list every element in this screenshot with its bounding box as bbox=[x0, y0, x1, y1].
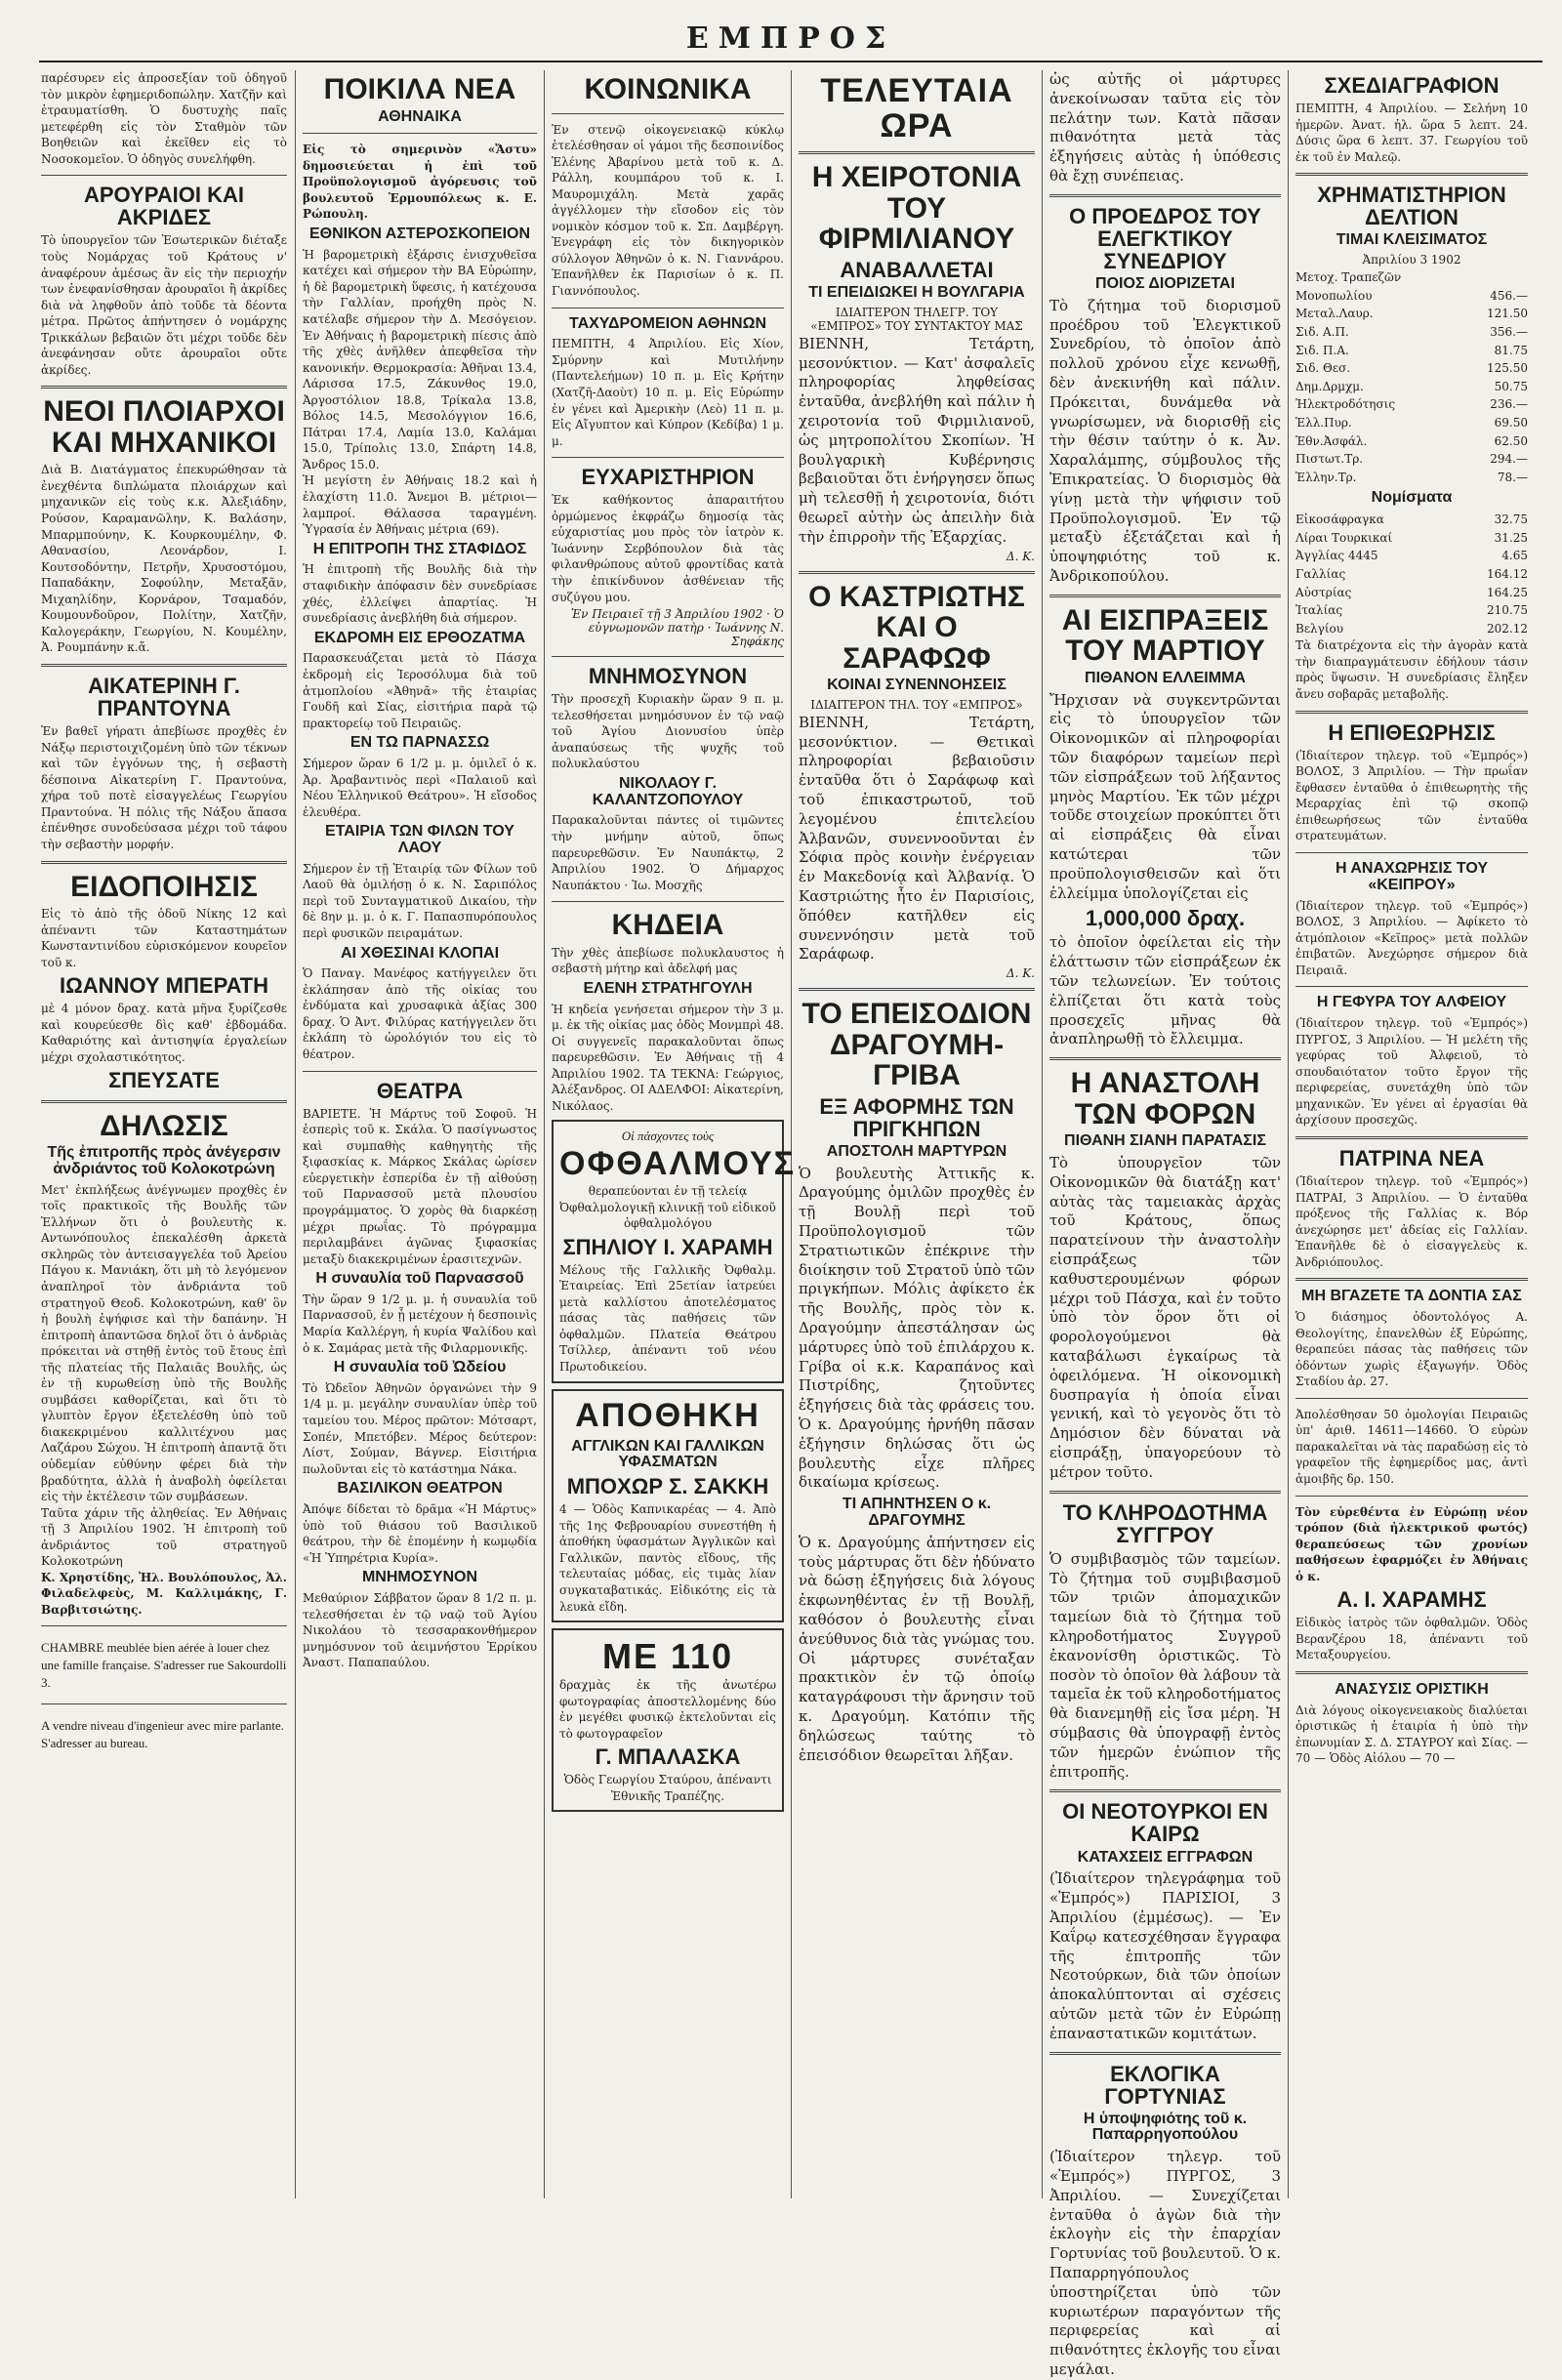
table-cell-label: Ἑλλ.Πυρ. bbox=[1295, 416, 1352, 431]
headline-dental-ad: ΜΗ ΒΓΑΖΕΤΕ ΤΑ ΔΟΝΤΙΑ ΣΑΣ bbox=[1301, 1288, 1522, 1305]
article-body: Ἡ κηδεία γενήσεται σήμερον τὴν 3 μ. μ. ἐκ τῆς οἰκίας μας ὁδὸς Μονμπρὶ 48. Οἱ συγγενεῖς παρακαλοῦνται ὅπως παρευρεθῶσιν. Ἐν Ἀθήναις τῇ 4 Ἀπριλίου 1902. ΤΑ ΤΕΚΝΑ: Γεώργιος, Ἀλέξανδρος. ΟΙ ΑΔΕΛΦΟΙ: Αἰκατερίνη, Νικόλαος. bbox=[552, 1002, 784, 1113]
headline-declaration: ΔΗΛΩΣΙΣ bbox=[100, 1109, 228, 1142]
headline-firmilianos: Η ΧΕΙΡΟΤΟΝΙΑ ΤΟΥ ΦΙΡΜΙΛΙΑΝΟΥ bbox=[811, 161, 1022, 256]
subheadline: ΠΙΘΑΝΟΝ ΕΛΛΕΙΜΜΑ bbox=[1085, 669, 1246, 686]
article-body: (Ἰδιαίτερον τηλεγρ. τοῦ «Ἐμπρός») ΒΟΛΟΣ, 3 Ἀπριλίου. — Ἀφίκετο τὸ ἀτμόπλοιον «Κεῖπρος» μετὰ πολλῶν ἐπιβατῶν. Ἀνεχώρησε σήμερον διὰ Πειραιᾶ. bbox=[1295, 898, 1528, 977]
column-4 bbox=[799, 70, 1035, 2198]
table-row bbox=[1295, 529, 1528, 548]
article-body: Ἐκ καθήκοντος ἀπαραιτήτου ὀρμώμενος ἐκφράζω δημοσίᾳ τὰς εὐχαριστίας μου πρὸς τὸν ἰατρὸν κ. Ἰωάννην Σερβόπουλον διὰ τὰς φιλανθρώπους αὐτοῦ φροντίδας κατὰ τὴν ἐπικίνδυνον ἀσθένειαν τῆς συζύγου μου. bbox=[552, 493, 784, 604]
ad-text: Οἱ πάσχοντες τοὺς bbox=[621, 1128, 715, 1144]
headline-stock-exchange: ΧΡΗΜΑΤΙΣΤΗΡΙΟΝ ΔΕΛΤΙΟΝ bbox=[1317, 183, 1506, 230]
masthead-rule bbox=[39, 61, 1542, 62]
subheadline: ΤΙ ΕΠΕΙΔΙΩΚΕΙ Η ΒΟΥΛΓΑΡΙΑ bbox=[808, 283, 1025, 301]
french-ad-room: CHAMBRE meublée bien aérée à louer chez une famille française. S'adresser rue Sakourdolli 3. bbox=[41, 1640, 287, 1690]
subheadline: ΑΠΟΣΤΟΛΗ ΜΑΡΤΥΡΩΝ bbox=[826, 1142, 1007, 1160]
article-body: Ἐν στενῷ οἰκογενειακῷ κύκλῳ ἐτελέσθησαν οἱ γάμοι τῆς δεσποινίδος Ἑλένης Ἀβαρίνου μετὰ τοῦ κ. Δ. Ράλλη, κουμπάρου τοῦ κ. Ι. Μαυρομιχάλη. Μετὰ χαρᾶς ἀγγέλλομεν τὴν εἴσοδον εἰς τὸν νομικὸν κόσμον τοῦ κ. Σπ. Δαμβέργη. Ἐνεγράφη εἰς τὸν δικηγορικὸν σύλλογον Ἀθηνῶν ὁ κ. Ν. Γιαννάρου. Ἐπανῆλθεν ἐκ Παρισίων ὁ κ. Π. Γιαννόπουλος. bbox=[552, 122, 784, 298]
subheadline: ΑΝΑΒΑΛΛΕΤΑΙ bbox=[840, 257, 994, 282]
column-divider bbox=[1042, 70, 1043, 2198]
table-cell-value: 456.— bbox=[1490, 288, 1528, 303]
section-banner-last-hour: ΤΕΛΕΥΤΑΙΑ ΩΡΑ bbox=[820, 72, 1013, 144]
table-cell-value: 69.50 bbox=[1494, 416, 1528, 431]
signature: Δ. Κ. bbox=[1006, 966, 1035, 981]
table-row bbox=[1295, 601, 1528, 620]
ad-call-to-action: ΣΠΕΥΣΑΤΕ bbox=[108, 1068, 220, 1093]
notice-lost-bonds: Ἀπολέσθησαν 50 ὁμολογίαι Πειραιῶς ὑπ' ἀριθ. 14611—14660. Ὁ εὑρὼν παρακαλεῖται νὰ τὰς παραδώσῃ εἰς τὸ γραφεῖον τῆς ἐφημερίδος μας, ἀντὶ ἀμοιβῆς δρ. 150. bbox=[1295, 1407, 1528, 1486]
section-subtitle-athens: ΑΘΗΝΑΙΚΑ bbox=[378, 107, 462, 125]
column-6 bbox=[1295, 70, 1528, 2198]
dateline: ΙΔΙΑΙΤΕΡΟΝ ΤΗΛ. ΤΟΥ «ΕΜΠΡΟΣ» bbox=[810, 697, 1023, 712]
ad-address: Ὁδὸς Γεωργίου Σταύρου, ἀπέναντι Ἐθνικῆς Τραπέζης. bbox=[563, 1773, 772, 1803]
ad-body: Εἰς τὸ ἀπὸ τῆς ὁδοῦ Νίκης 12 καὶ ἀπέναντι τῶν Καταστημάτων Κωνσταντινίδου εὑρισκόμενον κουρεῖον τοῦ κ. bbox=[41, 907, 287, 969]
article-continuation: ὡς αὐτῆς οἱ μάρτυρες ἀνεκοίνωσαν ταῦτα εἰς τὸν πελάτην των. Κατὰ πᾶσαν πιθανότητα μετὰ τὰς ἐξηγήσεις αὐτὰς ἡ ὑπόθεσις θὰ ἔχῃ συνέπειας. bbox=[1049, 70, 1281, 185]
table-row bbox=[1295, 450, 1528, 469]
notice-body: Διὰ λόγους οἰκογενειακοὺς διαλύεται ὁριστικῶς ἡ ἑταιρία ἡ ὑπὸ τὴν ἐπωνυμίαν Σ. Δ. ΣΤΑΥΡΟΥ καὶ Σίας. — 70 — Ὁδὸς Αἰόλου — 70 — bbox=[1295, 1703, 1528, 1766]
table-row bbox=[1295, 395, 1528, 414]
article-body: (Ἰδιαίτερον τηλεγρ. τοῦ «Ἐμπρός») ΠΥΡΓΟΣ, 3 Ἀπριλίου. — Συνεχίζεται ἐνταῦθα ὁ ἀγὼν διὰ τὴν ἐκλογὴν εἰς τὴν ἐπαρχίαν Γορτυνίας τοῦ βουλευτοῦ. Ὁ κ. Παπαρρηγόπουλος ὑποστηρίζεται ὑπὸ τῶν κυριωτέρων παραγόντων τῆς περιφερείας καὶ αἱ πιθανότητες ἐκλογῆς του εἶναι μεγάλαι. bbox=[1049, 2148, 1281, 2379]
table-cell-value: 356.— bbox=[1490, 325, 1528, 340]
table-cell-label: Δημ.Δρμχμ. bbox=[1295, 379, 1364, 393]
table-cell-value: 210.75 bbox=[1487, 603, 1528, 618]
ad-headline: ΑΠΟΘΗΚΗ bbox=[575, 1396, 760, 1434]
table-cell-label: Ἑλλην.Τρ. bbox=[1295, 470, 1357, 484]
table-cell-value: 164.25 bbox=[1487, 585, 1528, 599]
table-cell-value: 121.50 bbox=[1487, 307, 1528, 321]
article-body: Ἡ μεγίστη ἐν Ἀθήναις 18.2 καὶ ἡ ἐλαχίστη 11.0. Ἄνεμοι Β. μέτριοι—λαμπροί. Θάλασσα ταραγμένη. Ὑγρασία ἐν Ἀθήναις μέτρια (69). bbox=[303, 473, 537, 537]
table-row bbox=[1295, 359, 1528, 378]
ad-text: 4 — Ὁδὸς Καπνικαρέας — 4. Ἀπὸ τῆς 1ης Φεβρουαρίου συνεστήθη ἡ ἀποθήκη ὑφασμάτων Ἀγγλικῶν καὶ Γαλλικῶν, παντὸς εἴδους, τῆς τελευταίας μόδας, εἰς τιμὰς λίαν συγκαταβατικάς. Εἰδικότης εἰς τὰ λευκὰ εἴδη. bbox=[559, 1502, 776, 1614]
table-cell-value: 4.65 bbox=[1501, 549, 1528, 563]
column-divider bbox=[544, 70, 545, 2198]
table-row bbox=[1295, 342, 1528, 360]
table-cell-value: 236.— bbox=[1490, 397, 1528, 412]
table-row bbox=[1295, 378, 1528, 396]
article-body: ΠΕΜΠΤΗ, 4 Ἀπριλίου. Εἰς Χίον, Σμύρνην καὶ Μυτιλήνην (Παντελεήμων) 10 π. μ. Εἰς Κρήτην (Χατζῆ-Δαοὺτ) 10 π. μ. Εἰς Εὐρώπην ἐν γένει καὶ Ἀμερικὴν (Λεὸ) 11 π. μ. Εἰς Αἴγυπτον καὶ Κύπρον (Κεδίβα) 1 μ. μ. bbox=[552, 337, 784, 448]
headline-dragoumis-grivas: ΤΟ ΕΠΕΙΣΟΔΙΟΝ ΔΡΑΓΟΥΜΗ-ΓΡΙΒΑ bbox=[802, 998, 1032, 1092]
article-body: Ἤρχισαν νὰ συγκεντρῶνται εἰς τὸ ὑπουργεῖον τῶν Οἰκονομικῶν αἱ πληροφορίαι τῶν διαφόρων ταμείων περὶ τῶν εἰσπράξεων τοῦ λήξαντος μηνὸς Μαρτίου. Ἐκ τῶν μέχρι τοῦδε στοιχείων προκύπτει ὅτι αἱ εἰσπράξεις θὰ εἶναι κατώτεραι τῶν προϋπολογισθεισῶν καὶ ὅτι ἐλλείμμα ὑπολογίζεται εἰς bbox=[1049, 690, 1281, 902]
article-body: Μετ' ἐκπλήξεως ἀνέγνωμεν προχθὲς ἐν τοῖς πρακτικοῖς τῆς Βουλῆς τῶν Ἑλλήνων ὅτι ὁ βουλευτὴς κ. Αντωνόπουλος ἐπεκαλέσθη ἀρκετὰ σκληρῶς τὸν ἀντεισαγγελέα τοῦ Ἀρείου Πάγου κ. Μανιάκη, ὅτι μὴ τὸ λεγόμενον ἀναπληροῖ τὸν ἀνδριάντα τοῦ στρατηγοῦ Θεοδ. Κολοκοτρώνη, καθ' ὃν ἡ βουλὴ ἐψήφισε καὶ τὴν δαπάνην. Ἡ ἐπιτροπὴ ἀπαντῶσα δηλοῖ ὅτι ὁ ἀνδριὰς πρόκειται νὰ στηθῇ ἐντὸς τοῦ ἔτους ἐπὶ τῆς πλατείας τῆς Παλαιᾶς Βουλῆς, ὡς ἐν τῇ κυρωθείσῃ ὑπὸ τῆς Βουλῆς συμβάσει καθορίζεται, καὶ ὅτι τὸ γλυπτὸν ἔργον ἐξετελέσθη ὑπὸ τοῦ διακεκριμένου καλλιτέχνου μας Λαζάρου Σώχου. Ἡ ἐπιτροπὴ ἀπαντᾷ ὅτι οὐδεμίαν εὐθύνην φέρει διὰ τὴν βραδύτητα, ἀλλὰ ἡ ἀναβολὴ ὀφείλεται εἰς τὴν ἐκτέλεσιν τῶν συμβάσεων. bbox=[41, 1182, 287, 1504]
table-cell-label: Αὐστρίας bbox=[1295, 585, 1352, 599]
column-5 bbox=[1049, 70, 1281, 2379]
masthead bbox=[39, 21, 1542, 64]
column-divider bbox=[295, 70, 296, 2198]
deficit-amount: 1,000,000 δραχ. bbox=[1085, 906, 1246, 931]
ad-text: θεραπεύονται ἐν τῇ τελείᾳ Ὀφθαλμολογικῇ κλινικῇ τοῦ εἰδικοῦ ὀφθαλμολόγου bbox=[559, 1183, 776, 1231]
headline-thanks: ΕΥΧΑΡΙΣΤΗΡΙΟΝ bbox=[581, 465, 755, 490]
table-cell-label: Λίραι Τουρκικαί bbox=[1295, 530, 1393, 545]
subheadline: ΠΙΘΑΝΗ ΣΙΑΝΗ ΠΑΡΑΤΑΣΙΣ bbox=[1064, 1132, 1266, 1150]
article-continuation: παρέσυρεν εἰς ἀπροσεξίαν τοῦ ὁδηγοῦ τὸν μικρὸν ἐφημεριδοπώλην. Χατζῆν καὶ ἐτραυματίσθη. Ὁ δυστυχὴς παῖς μετεφέρθη εἰς τὸν Σταθμὸν τῶν Βοηθειῶν καὶ ἐκεῖθεν εἰς τὸ Νοσοκομεῖον. Ὁ ὁδηγὸς συνελήφθη. bbox=[41, 71, 287, 166]
headline-tax-suspension: Η ΑΝΑΣΤΟΛΗ ΤΩΝ ΦΟΡΩΝ bbox=[1070, 1067, 1260, 1130]
headline-theatres: ΘΕΑΤΡΑ bbox=[376, 1078, 464, 1103]
table-cell-value: 32.75 bbox=[1494, 513, 1528, 527]
table-cell-value: 164.12 bbox=[1487, 566, 1528, 581]
section-title-various-news: ΠΟΙΚΙΛΑ ΝΕΑ bbox=[323, 73, 516, 105]
table-row bbox=[1295, 511, 1528, 529]
table-row bbox=[1295, 469, 1528, 487]
headline-obituary-prantouna: ΑΙΚΑΤΕΡΙΝΗ Γ. ΠΡΑΝΤΟΥΝΑ bbox=[88, 673, 240, 721]
table-row bbox=[1295, 432, 1528, 451]
ad-body: Τὸν εὑρεθέντα ἐν Εὐρώπῃ νέον τρόπον (διὰ ἠλεκτρικοῦ φωτός) θεραπεύσεως τῶν χρονίων παθήσεων ἐφαρμόζει ἐν Ἀθήναις ὁ κ. bbox=[1295, 1504, 1528, 1583]
table-row bbox=[1295, 268, 1528, 287]
signature: Ἐν Πειραιεῖ τῇ 3 Ἀπριλίου 1902 · Ὁ εὐγνωμονῶν πατὴρ · Ἰωάννης Ν. Σηφάκης bbox=[570, 607, 784, 649]
article-body: Τὴν χθὲς ἀπεβίωσε πολυκλαυστος ἡ σεβαστὴ μήτηρ καὶ ἀδελφή μας bbox=[552, 945, 784, 976]
table-cell-label: Πιστωτ.Τρ. bbox=[1295, 452, 1364, 467]
article-body: Τὸ ζήτημα τοῦ διορισμοῦ προέδρου τοῦ Ἐλεγκτικοῦ Συνεδρίου, τὸ ὁποῖον ἀπὸ πολλοῦ χρόνου εἶχε κενωθῇ, δὲν ἀνεκινήθη καὶ πάλιν. Πρόκειται, δυνάμεθα νὰ γνωρίσωμεν, νὰ διορισθῇ εἰς τὴν θέσιν ταύτην ὁ κ. Ἀν. Χαραλάμπης, σύμβουλος τῆς Ἐπικρατείας. Ὁ διορισμὸς θὰ γίνῃ μετὰ τὴν ψήφισιν τοῦ Προϋπολογισμοῦ. Ἐν τῷ μεταξὺ ἐξετάζεται καὶ ἡ ὑποψηφιότης τοῦ κ. Ἀνδρικοπούλου. bbox=[1049, 296, 1281, 586]
ad-doctor-name: Α. Ι. ΧΑΡΑΜΗΣ bbox=[1336, 1587, 1487, 1613]
table-cell-label: Σιδ. Θεσ. bbox=[1295, 361, 1351, 376]
article-closing: Ταῦτα χάριν τῆς ἀληθείας. Ἐν Ἀθήναις τῇ 3 Ἀπριλίου 1902. Ἡ ἐπιτροπὴ τοῦ ἀνδριάντος τοῦ στρατηγοῦ Κολοκοτρώνη bbox=[41, 1505, 287, 1569]
table-row bbox=[1295, 323, 1528, 342]
column-divider bbox=[791, 70, 792, 2198]
currency-table bbox=[1295, 511, 1528, 637]
headline-memorial: ΜΝΗΜΟΣΥΝΟΝ bbox=[361, 1569, 478, 1586]
headline-raisin-committee: Η ΕΠΙΤΡΟΠΗ ΤΗΣ ΣΤΑΦΙΔΟΣ bbox=[312, 540, 527, 557]
table-cell-label: Ἠλεκτροδότησις bbox=[1295, 397, 1396, 412]
headline-young-turks: ΟΙ ΝΕΟΤΟΥΡΚΟΙ ΕΝ ΚΑΙΡΩ bbox=[1062, 1799, 1268, 1847]
ad-subheadline: ΑΓΓΛΙΚΩΝ ΚΑΙ ΓΑΛΛΙΚΩΝ ΥΦΑΣΜΑΤΩΝ bbox=[571, 1437, 764, 1471]
ad-text: Μέλους τῆς Γαλλικῆς Ὀφθαλμ. Ἑταιρείας. Ἐπὶ 25ετίαν ἰατρεύει μετὰ καλλίστου ἀποτελέσματος πάσας τὰς παθήσεις τῶν ὀφθαλμῶν. Πλατεία Θεάτρου Τσίλλερ, ἀπέναντι τοῦ νέου Πρωτοδικείου. bbox=[559, 1262, 776, 1374]
ad-merchant-name: ΜΠΟΧΩΡ Σ. ΣΑΚΚΗ bbox=[566, 1474, 769, 1499]
headline-memorial: ΜΝΗΜΟΣΥΝΟΝ bbox=[588, 664, 748, 689]
table-cell-value: 31.25 bbox=[1494, 530, 1528, 545]
ad-headline: ΜΕ 110 bbox=[601, 1636, 734, 1677]
table-cell-label: Ἐθν.Ἀσφάλ. bbox=[1295, 433, 1368, 448]
article-body: ΒΙΕΝΝΗ, Τετάρτη, μεσονύκτιον. — Θετικαὶ πληροφορίαι βεβαιοῦσιν ἐνταῦθα ὅτι ὁ Σαράφωφ καὶ τοῦ ἐπικαστρωτοῦ, τοῦ λεγομένου ἐπιτελείου Ἀλβανῶν, συνεννοοῦνται ἐν Σόφια πρὸς κοινὴν ἐνέργειαν ἐν Μακεδονίᾳ καὶ Ἀλβανίᾳ. Ὁ Καστριώτης ἦτο ἐν Παρισίοις, ὅπόθεν κατῆλθεν εἰς συνεννόησιν μετὰ τοῦ Σαράφωφ. bbox=[799, 713, 1035, 964]
headline-kastriotis-sarafof: Ο ΚΑΣΤΡΙΩΤΗΣ ΚΑΙ Ο ΣΑΡΑΦΩΦ bbox=[808, 580, 1025, 675]
article-body: Ὁ Παναγ. Μανέφος κατήγγειλεν ὅτι ἐκλάπησαν ἀπὸ τῆς οἰκίας του ἐνδύματα καὶ χρυσαφικὰ ἀξίας 300 δραχ. Ὁ Ἀντ. Φιλύρας κατήγγειλεν ὅτι ἐκλάπη τὸ ὡρολόγιόν του εἰς τὸ θέατρον. bbox=[303, 966, 537, 1062]
table-cell-label: Ἀγγλίας 4445 bbox=[1295, 549, 1378, 563]
headline-concert-parnassos: Η συναυλία τοῦ Παρνασσοῦ bbox=[315, 1270, 524, 1288]
article-body: Τὸ Ὠδεῖον Ἀθηνῶν ὀργανώνει τὴν 9 1/4 μ. μ. μεγάλην συναυλίαν ὑπὲρ τοῦ ταμείου του. Μέρος πρῶτον: Μότσαρτ, Σοπέν, Μπετόβεν. Μέρος δεύτερον: Λίστ, Σούμαν, Βάγνερ. Εἰσιτήρια πωλοῦνται εἰς τὸ κατάστημα Νάκα. bbox=[303, 1380, 537, 1476]
table-row bbox=[1295, 565, 1528, 584]
article-body: Τὸ ὑπουργεῖον τῶν Ἐσωτερικῶν διέταξε τοὺς Νομάρχας τοῦ Κράτους ν' ἀναφέρουν ἀμέσως ἂν εἰς τὴν περιοχήν των ἐνεφανίσθησαν ἀρουραῖοι ἢ ἀκρίδες διὰ νὰ ληφθοῦν ἀπὸ τοῦδε τὰ δέοντα μέτρα. Πρῶτος ἀπήντησεν ὁ νομάρχης Τρικκάλων βεβαιῶν ὅτι μέχρι τοῦδε δὲν ἀνεφάνησαν οὔτε ἀρουραῖοι οὔτε ἀκρίδες. bbox=[41, 233, 287, 377]
headline-calendar: ΣΧΕΔΙΑΓΡΑΦΙΟΝ bbox=[1324, 73, 1500, 98]
table-cell-value: 50.75 bbox=[1494, 379, 1528, 393]
headline-dissolution: ΑΝΑΣΥΣΙΣ ΟΡΙΣΤΙΚΗ bbox=[1335, 1680, 1489, 1698]
newspaper-name: ΕΜΠΡΟΣ bbox=[685, 21, 896, 56]
stock-price-table bbox=[1295, 268, 1528, 486]
subheadline: Τῆς ἐπιτροπῆς πρὸς ἀνέγερσιν ἀνδριάντος τοῦ Κολοκοτρώνη bbox=[47, 1144, 281, 1177]
table-row bbox=[1295, 414, 1528, 432]
table-cell-label: Σιδ. Α.Π. bbox=[1295, 325, 1349, 340]
article-body: (Ἰδιαίτερον τηλεγρ. τοῦ «Ἐμπρός») ΠΑΤΡΑΙ, 3 Ἀπριλίου. — Ὁ ἐνταῦθα πρόξενος τῆς Γαλλίας κ. Βόρ ἀνεχώρησε μετ' ἀδείας εἰς Γαλλίαν. Ἐπανῆλθε δὲ ὁ εἰσαγγελεὺς κ. Ἀνδριόπουλος. bbox=[1295, 1173, 1528, 1269]
ad-body: Εἰδικὸς ἰατρὸς τῶν ὀφθαλμῶν. Ὁδὸς Βερανζέρου 18, ἀπέναντι τοῦ Μεταξουργείου. bbox=[1295, 1616, 1528, 1662]
dateline: ΙΔΙΑΙΤΕΡΟΝ ΤΗΛΕΓΡ. ΤΟΥ «ΕΜΠΡΟΣ» ΤΟΥ ΣΥΝΤΑΚΤΟΥ ΜΑΣ bbox=[810, 305, 1023, 333]
article-body: (Ἰδιαίτερον τηλεγράφημα τοῦ «Ἐμπρός») ΠΑΡΙΣΙΟΙ, 3 Ἀπριλίου (ἐμμέσως). — Ἐν Καΐρῳ κατεσχέθησαν ἔγγραφα τῆς ἐπιτροπῆς τῶν Νεοτούρκων, διὰ τῶν ὁποίων ἀποκαλύπτονται αἱ σχέσεις αὐτῶν μετὰ τῶν ἐν Εὐρώπῃ ἐπαναστατικῶν κομιτάτων. bbox=[1049, 1869, 1281, 2042]
article-body: (Ἰδιαίτερον τηλεγρ. τοῦ «Ἐμπρός») ΠΥΡΓΟΣ, 3 Ἀπριλίου. — Ἡ μελέτη τῆς γεφύρας τοῦ Ἀλφειοῦ, τὸ σπουδαιότατον τοῦτο ἔργον τῆς περιφερείας, συνετάχθη ὑπὸ τῶν μηχανικῶν. Ἐν γένει αἱ ἐργασίαι θὰ ἀρχίσουν προσεχῶς. bbox=[1295, 1016, 1528, 1128]
subheadline: ΠΟΙΟΣ ΔΙΟΡΙΖΕΤΑΙ bbox=[1095, 275, 1235, 293]
column-2 bbox=[303, 70, 537, 2198]
market-date: Ἀπριλίου 3 1902 bbox=[1362, 253, 1461, 267]
headline-alfeios-bridge: Η ΓΕΦΥΡΑ ΤΟΥ ΑΛΦΕΙΟΥ bbox=[1316, 994, 1507, 1011]
table-cell-value: 81.75 bbox=[1494, 343, 1528, 357]
article-body: Εἰς τὸ σημερινὸν «Ἄστυ» δημοσιεύεται ἡ ἐπὶ τοῦ Προϋπολογισμοῦ ἀγόρευσις τοῦ βουλευτοῦ Ἑρμουπόλεως κ. Ε. Ρώπουλη. bbox=[303, 143, 537, 222]
table-cell-value: 294.— bbox=[1490, 452, 1528, 467]
article-body: Διὰ Β. Διατάγματος ἐπεκυρώθησαν τὰ ἐνεχθέντα διπλώματα πλοιάρχων καὶ μηχανικῶν εἰς τοὺς κ.κ. Ἀλεξιάδην, Ρούσον, Καραμανῶλην, Κ. Βαλάσην, Μπαρμπούνην, Κ. Κουρκουμέλην, Φ. Αθανασίου, Λεονάρδον, Ι. Κουτσοδόντην, Πετρῆν, Χρυσοστόμου, Παπαδάκην, Σοφούλην, Μεταξᾶν, Μιχαηλίδην, Κορνάρον, Τσαμαδόν, Κουμουνδοῦρον, Πολίτην, Χατζῆν, Καλογεράκην, Γεωργίου, Ν. Κουμέλην, Ἀ. Ρουμπάνην κ.ἄ. bbox=[41, 463, 287, 655]
headline-departure: Η ΑΝΑΧΩΡΗΣΙΣ ΤΟΥ «ΚΕΙΠΡΟΥ» bbox=[1335, 859, 1489, 893]
column-divider bbox=[1288, 70, 1289, 2198]
article-body: ΒΙΕΝΝΗ, Τετάρτη, μεσονύκτιον. — Κατ' ἀσφαλεῖς πληροφορίας ληφθείσας ἐνταῦθα, ἀνεβλήθη καὶ πάλιν ἡ χειροτονία τοῦ Φιρμιλιανοῦ, ὡς μητροπολίτου Σκοπίων. Ἡ βουλγαρικὴ Κυβέρνησις βεβαιοῦται ὅτι ἐνήργησεν ὅπως μὴ τελεσθῇ ἡ χειροτονία, διότι θεωρεῖ αὐτὴν ὡς ἀπειλὴν διὰ τὴν ἐπιρροὴν τῆς Ἐξαρχίας. bbox=[799, 334, 1035, 546]
table-row bbox=[1295, 305, 1528, 323]
article-body: Ἡ ἐπιτροπὴ τῆς Βουλῆς διὰ τὴν σταφιδικὴν ἀπόφασιν δὲν συνεδρίασε χθές, ἐλλείψει ἀπαρτίας. Ἡ συνεδρίασις ἀνεβλήθη διὰ σήμερον. bbox=[303, 562, 537, 626]
table-cell-value: 78.— bbox=[1497, 470, 1528, 484]
subheadline: Η ὑποψηφιότης τοῦ κ. Παπαρρηγοπούλου bbox=[1083, 2110, 1248, 2144]
ad-photographer bbox=[552, 1628, 784, 1812]
article-body: Ἀπόψε δίδεται τὸ δρᾶμα «Ἡ Μάρτυς» ὑπὸ τοῦ θιάσου τοῦ Βασιλικοῦ θεάτρου, τὴν δὲ ἐπομένην ἡ κωμῳδία «Ἡ Ὑπηρέτρια Κυρία». bbox=[303, 1502, 537, 1565]
article-body: ΒΑΡΙΕΤΕ. Ἡ Μάρτυς τοῦ Σοφοῦ. Ἡ ἐσπερὶς τοῦ κ. Σκάλα. Ὁ πασίγνωστος καὶ συμπαθὴς καθηγητὴς τῆς ξιφασκίας κ. Μάρκος Σκάλας ὡρίσεν εὐεργετικὴν ἑσπερίδα ἐν τῇ αἰθούσῃ τοῦ Παρνασσοῦ μετὰ πλουσίου προγράμματος. Ὁ χορὸς θὰ διαρκέσῃ μέχρι πρωΐας. Τὸ πρόγραμμα περιλαμβάνει ἀγῶνας ξιφασκίας μεταξὺ διακεκριμένων ἐρασιτεχνῶν. bbox=[303, 1106, 537, 1266]
table-cell-label: Μονοπωλίου bbox=[1295, 288, 1373, 303]
table-cell-label: Μεταλ.Λαυρ. bbox=[1295, 307, 1374, 321]
headline-post-office: ΤΑΧΥΔΡΟΜΕΙΟΝ ΑΘΗΝΩΝ bbox=[568, 314, 766, 332]
headline-thefts: ΑΙ ΧΘΕΣΙΝΑΙ ΚΛΟΠΑΙ bbox=[340, 944, 500, 962]
subheadline: ΕΞ ΑΦΟΡΜΗΣ ΤΩΝ ΠΡΙΓΚΗΠΩΝ bbox=[819, 1093, 1014, 1141]
article-body: τὸ ὁποῖον ὀφείλεται εἰς τὴν ἐλάττωσιν τῶν εἰσπράξεων ἐκ τῶν τελωνείων. Ἐν τούτοις ἐλπίζεται ὅτι κατὰ τοὺς προσεχεῖς μῆνας θὰ ἀναπληρωθῇ τὸ ἔλλειμμα. bbox=[1049, 933, 1281, 1048]
article-body: Ὁ κ. Δραγούμης ἀπήντησεν εἰς τοὺς μάρτυρας ὅτι δὲν ἠδύνατο νὰ δώσῃ ἐξηγήσεις διὰ λόγους ἐκφωνηθέντας ἐν τῇ Βουλῇ, καθόσον ὁ βουλευτὴς εἶναι ἀνεύθυνος διὰ τὰς γνώμας του. Οἱ μάρτυρες συνέταξαν πρακτικὸν ἐν τῷ ὁποίῳ καταγράφουσι τὴν ἄρνησιν τοῦ κ. Δραγούμη. Κατόπιν τῆς δηλώσεως ταύτης τὸ ἐπεισόδιον θεωρεῖται λῆξαν. bbox=[799, 1533, 1035, 1764]
deceased-name: ΕΛΕΝΗ ΣΤΡΑΤΗΓΟΥΛΗ bbox=[583, 979, 753, 997]
table-row bbox=[1295, 584, 1528, 602]
article-body: Τὸ ὑπουργεῖον τῶν Οἰκονομικῶν θὰ διατάξῃ κατ' αὐτὰς τὰς ταμειακὰς ἀρχὰς τοῦ Κράτους, ὅπως παρατείνουν τὴν ἀναστολὴν εἰσπράξεως τῶν καθυστερουμένων φόρων μέχρι τοῦ Πάσχα, καὶ ἐν τοῦτο ὑπὸ τὸν ὅρον ὅτι οἱ φορολογούμενοι θὰ καταβάλωσι ἐγκαίρως τὰ ὀφειλόμενα. Ἡ οἰκονομικὴ δυσπραγία ἡ ὁποία εἶναι γενική, καὶ τὸ γεγονὸς ὅτι τὸ Δημόσιον δὲν δύναται νὰ εἰσπράξῃ, ὑπαγορεύουν τὸ μέτρον τοῦτο. bbox=[1049, 1154, 1281, 1481]
headline-parnassos: ΕΝ ΤΩ ΠΑΡΝΑΣΣΩ bbox=[349, 734, 490, 752]
table-cell-value: 62.50 bbox=[1494, 433, 1528, 448]
ad-body: μὲ 4 μόνον δραχ. κατὰ μῆνα ξυρίζεσθε καὶ κουρεύεσθε δὶς καθ' ἑβδομάδα. Καθαριότης καὶ ἀντισηψία ἐργαλείων μέχρι σχολαστικότητος. bbox=[41, 1002, 287, 1064]
ad-fabric-warehouse bbox=[552, 1389, 784, 1623]
article-body: Ὁ βουλευτὴς Ἀττικῆς κ. Δραγούμης ὁμιλῶν προχθὲς ἐν τῇ Βουλῇ περὶ τοῦ Προϋπολογισμοῦ τῶν Στρατιωτικῶν ἐπέκρινε τὴν διοίκησιν τοῦ Στρατοῦ ὑπὸ τῶν πριγκήπων. Μόλις ἀφίκετο ἐκ τῆς Βουλῆς, πρὸς τὸν κ. Δραγούμην ἀπεστάλησαν ὡς μάρτυρες ὑπὸ τοῦ ἐπιλάρχου κ. Γρίβα οἱ κ.κ. Καραπάνος καὶ Πιστρίδης, ζητοῦντες ἐξηγήσεις διὰ τὰς φράσεις του. Ὁ κ. Δραγούμης ἠρνήθη πᾶσαν ἐξήγησιν δηλώσας ὅτι ὡς βουλευτὴς εἶχε πλῆρες δικαίωμα κρίσεως. bbox=[799, 1164, 1035, 1492]
headline-funeral: ΚΗΔΕΙΑ bbox=[611, 909, 724, 942]
subheadline: ΤΙ ΑΠΗΝΤΗΣΕΝ Ο κ. ΔΡΑΓΟΥΜΗΣ bbox=[842, 1496, 992, 1530]
article-body: Τὴν προσεχῆ Κυριακὴν ὥραν 9 π. μ. τελεσθήσεται μνημόσυνον ἐν τῷ ναῷ τοῦ Ἁγίου Διονυσίου ὑπὲρ ἀναπαύσεως τῆς ψυχῆς τοῦ πολυκλαύστου bbox=[552, 692, 784, 771]
column-3 bbox=[552, 70, 797, 2198]
table-row bbox=[1295, 547, 1528, 565]
table-row bbox=[1295, 620, 1528, 638]
french-ad-level: A vendre niveau d'ingenieur avec mire parlante. S'adresser au bureau. bbox=[41, 1718, 284, 1750]
article-body: Παρασκευάζεται μετὰ τὸ Πάσχα ἐκδρομὴ εἰς Ἱεροσόλυμα διὰ τοῦ ἀτμοπλοίου «Ἀθηνᾶ» τῆς ἑταιρίας Γουδῆ καὶ Σίας, εἰσιτήρια παρὰ τῷ πρακτορείῳ τοῦ Πειραιῶς. bbox=[303, 651, 537, 730]
headline-excursion: ΕΚΔΡΟΜΗ ΕΙΣ ΕΡΘΟΖΑΤΜΑ bbox=[313, 629, 526, 646]
table-cell-label: Μετοχ. Τραπεζῶν bbox=[1295, 270, 1402, 285]
ad-headline: ΟΦΘΑΛΜΟΥΣ bbox=[559, 1144, 797, 1182]
table-cell-label: Ἰταλίας bbox=[1295, 603, 1343, 618]
headline-gortynia-elections: ΕΚΛΟΓΙΚΑ ΓΟΡΤΥΝΙΑΣ bbox=[1104, 2061, 1226, 2109]
ad-text: δραχμὰς ἐκ τῆς ἀνωτέρω φωτογραφίας ἀποστελλομένης δύο ἐν μεγέθει φυσικῷ ἐκτελοῦνται εἰς τὸ φωτογραφεῖον bbox=[559, 1678, 776, 1741]
headline-inspection: Η ΕΠΙΘΕΩΡΗΣΙΣ bbox=[1328, 719, 1496, 745]
table-cell-label: Βελγίου bbox=[1295, 621, 1344, 636]
ad-photographer-name: Γ. ΜΠΑΛΑΣΚΑ bbox=[595, 1744, 741, 1770]
headline-royal-theatre: ΒΑΣΙΛΙΚΟΝ ΘΕΑΤΡΟΝ bbox=[337, 1480, 503, 1498]
subheadline: ΚΑΤΑΧΣΕΙΣ ΕΓΓΡΑΦΩΝ bbox=[1077, 1848, 1254, 1866]
ad-barber-name: ΙΩΑΝΝΟΥ ΜΠΕΡΑΤΗ bbox=[59, 973, 269, 999]
headline-rats-locusts: ΑΡΟΥΡΑΙΟΙ ΚΑΙ ΑΚΡΙΔΕΣ bbox=[83, 183, 244, 230]
article-body: Μεθαύριον Σάββατον ὥραν 8 1/2 π. μ. τελεσθήσεται ἐν τῷ ναῷ τοῦ Ἁγίου Νικολάου τὸ τεσσαρακονθήμερον μνημόσυνον τοῦ ἀειμνήστου Ἐρρίκου Ἀναστ. Παπαπαύλου. bbox=[303, 1590, 537, 1670]
subheadline: ΤΙΜΑΙ ΚΛΕΙΣΙΜΑΤΟΣ bbox=[1336, 231, 1488, 249]
deceased-name: ΝΙΚΟΛΑΟΥ Γ. ΚΑΛΑΝΤΖΟΠΟΥΛΟΥ bbox=[592, 774, 744, 808]
headline-friends-of-people: ΕΤΑΙΡΙΑ ΤΩΝ ΦΙΛΩΝ ΤΟΥ ΛΑΟΥ bbox=[325, 823, 514, 856]
article-body: Τὴν ὥραν 9 1/2 μ. μ. ἡ συναυλία τοῦ Παρνασσοῦ, ἐν ᾗ μετέχουν ἡ δεσποινὶς Μαρία Καλλέργη, ἡ κυρία Ψαλίδου καὶ ὁ κ. Σαμάρας μετὰ τῆς Φιλαρμονικῆς. bbox=[303, 1292, 537, 1355]
table-cell-value: 125.50 bbox=[1487, 361, 1528, 376]
table-row bbox=[1295, 287, 1528, 306]
article-body: (Ἰδιαίτερον τηλεγρ. τοῦ «Ἐμπρός») ΒΟΛΟΣ, 3 Ἀπριλίου. — Τὴν πρωΐαν ἔφθασεν ἐνταῦθα ὁ ἐπιθεωρητὴς τῆς Μεραρχίας ἐπὶ τῷ σκοπῷ ἐπιθεωρήσεως τῶν ἐνταῦθα στρατευμάτων. bbox=[1295, 748, 1528, 843]
headline-captains-engineers: ΝΕΟΙ ΠΛΟΙΑΡΧΟΙ ΚΑΙ ΜΗΧΑΝΙΚΟΙ bbox=[43, 395, 285, 459]
table-cell-label: Σιδ. Π.Α. bbox=[1295, 343, 1349, 357]
article-signatories: Κ. Χρηστίδης, Ἠλ. Βουλόπουλος, Ἀλ. Φιλαδελφεὺς, Μ. Καλλιμάκης, Γ. Βαρβιτσιώτης. bbox=[41, 1570, 287, 1617]
headline-audit-court: Ο ΠΡΟΕΔΡΟΣ ΤΟΥ ΕΛΕΓΚΤΙΚΟΥ ΣΥΝΕΔΡΙΟΥ bbox=[1069, 203, 1261, 273]
table-cell-label: Γαλλίας bbox=[1295, 566, 1346, 581]
article-body: Ἐν βαθεῖ γήρατι ἀπεβίωσε προχθὲς ἐν Νάξῳ περιστοιχιζομένη ὑπὸ τῶν τέκνων καὶ τῶν ἐγγόνων της, ἡ σεβαστὴ δέσποινα Αἰκατερίνη Γ. Πραντούνα, χήρα τοῦ ποτὲ εἰσαγγελέως Γεωργίου Πραντούνα. Ἡ πόλις τῆς Νάξου ἄπασα ἐπένθησε συνοδεύσασα μέχρι τοῦ τάφου τὴν σεβαστὴν μορφήν. bbox=[41, 724, 287, 851]
article-body: Σήμερον ἐν τῇ Ἑταιρίᾳ τῶν Φίλων τοῦ Λαοῦ θὰ ὁμιλήσῃ ὁ κ. Ν. Σαριπόλος περὶ τοῦ Συνταγματικοῦ Δικαίου, τὴν δὲ 8ην μ. μ. ὁ κ. Γ. Παπασπυρόπουλος περὶ φυσικῶν πειραμάτων. bbox=[303, 861, 537, 940]
article-body: Παρακαλοῦνται πάντες οἱ τιμῶντες τὴν μνήμην αὐτοῦ, ὅπως παρευρεθῶσιν. Ἐν Ναυπάκτῳ, 2 Ἀπριλίου 1902. Ὁ Δήμαρχος Ναυπάκτου · Ἰω. Μοσχῆς bbox=[552, 813, 784, 892]
table-cell-value: 202.12 bbox=[1487, 621, 1528, 636]
headline-syngros-bequest: ΤΟ ΚΛΗΡΟΔΟΤΗΜΑ ΣΥΓΓΡΟΥ bbox=[1062, 1499, 1268, 1547]
subheadline: ΚΟΙΝΑΙ ΣΥΝΕΝΝΟΗΣΕΙΣ bbox=[827, 677, 1007, 694]
article-body: Ἡ βαρομετρικὴ ἐξάρσις ἐνισχυθεῖσα κατέχει καὶ σήμερον τὴν ΒΑ Εὐρώπην, ἡ δὲ βαρομετρικὴ ὕφεσις, ἡ κατέχουσα τὴν Γαλλίαν, προήχθη πρὸς Ν. κατέλαβε σήμερον τὴν Δ. Μεσόγειον. Ἐν Ἀθήναις ἡ βαρομετρικὴ πίεσις ἀπὸ τῆς χθὲς ἀνῆλθεν ἀπεφθεῖσα τὴν κανονικήν. Θερμοκρασία: Ἀθῆναι 13.4, Λάρισσα 17.5, Ζάκυνθος 19.0, Ἀργοστόλιον 18.8, Τρίκαλα 13.8, Βόλος 14.5, Μεσολόγγιον 16.6, Πάτραι 17.4, Λαμία 13.0, Καλάμαι 15.0, Τρίπολις 13.0, Σπάρτη 14.8, Ἄνδρος 15.0. bbox=[303, 247, 537, 472]
ad-ophthalmology bbox=[552, 1120, 797, 1382]
headline-observatory: ΕΘΝΙΚΟΝ ΑΣΤΕΡΟΣΚΟΠΕΙΟΝ bbox=[308, 226, 531, 243]
headline-concert-odeion: Η συναυλία τοῦ Ὠδείου bbox=[333, 1359, 507, 1376]
signature: Δ. Κ. bbox=[1006, 549, 1035, 563]
column-1 bbox=[41, 70, 287, 2198]
table-cell-label: Εἰκοσάφραγκα bbox=[1295, 513, 1384, 527]
subheadline-currencies: Νομίσματα bbox=[1371, 489, 1453, 507]
ad-doctor-name: ΣΠΗΛΙΟΥ Ι. ΧΑΡΑΜΗ bbox=[562, 1234, 773, 1259]
article-body: Σήμερον ὥραν 6 1/2 μ. μ. ὁμιλεῖ ὁ κ. Ἀρ. Ἀραβαντινὸς περὶ «Παλαιοῦ καὶ Νέου Ἑλληνικοῦ Θεάτρου». Ἡ εἴσοδος ἐλευθέρα. bbox=[303, 756, 537, 819]
article-body: Ὁ συμβιβασμὸς τῶν ταμείων. Τὸ ζήτημα τοῦ συμβιβασμοῦ τῶν τριῶν ἀπομαχικῶν ταμείων διὰ τὸ ζήτημα τοῦ κληροδοτήματος Συγγροῦ ἐκανονίσθη ὁριστικῶς. Τὸ ποσὸν τὸ ὁποῖον θὰ λάβουν τὰ ταμεῖα ἐκ τοῦ κληροδοτήματος θὰ διανεμηθῇ εἰς ἴσα μέρη. Ἡ σύμβασις θὰ ὑπογραφῇ ἐντὸς τῶν ἡμερῶν ἐνώπιον τῆς ἐπιτροπῆς. bbox=[1049, 1549, 1281, 1781]
calendar-body: ΠΕΜΠΤΗ, 4 Ἀπριλίου. — Σελήνη 10 ἡμερῶν. Ἀνατ. ἡλ. ὥρα 5 λεπτ. 24. Δύσις ὥρα 6 λεπτ. 37. Γεωργίου τοῦ ἐκ τοῦ ἐν Μαλεῷ. bbox=[1295, 102, 1528, 164]
section-title-social: ΚΟΙΝΩΝΙΚΑ bbox=[584, 73, 752, 105]
article-body: Τὰ διατρέχοντα εἰς τὴν ἀγορὰν κατὰ τὴν διαπραγμάτευσιν ἐδήλουν τάσιν πρὸς ὕψωσιν. Ἡ συνεδρίασις ἔληξεν ἄνευ σοβαρᾶς μεταβολῆς. bbox=[1295, 638, 1528, 701]
headline-patras-news: ΠΑΤΡΙΝΑ ΝΕΑ bbox=[1338, 1145, 1485, 1170]
headline-march-revenue: ΑΙ ΕΙΣΠΡΑΞΕΙΣ ΤΟΥ ΜΑΡΤΙΟΥ bbox=[1061, 603, 1269, 668]
ad-body: Ὁ διάσημος ὀδοντολόγος Α. Θεολογίτης, ἐπανελθὼν ἐξ Εὐρώπης, θεραπεύει πάσας τὰς παθήσεις τῶν ὀδόντων χωρὶς ἐξαγωγήν. Ὁδὸς Σταδίου ἀρ. 27. bbox=[1295, 1310, 1528, 1389]
headline-notice: ΕΙΔΟΠΟΙΗΣΙΣ bbox=[70, 870, 258, 903]
